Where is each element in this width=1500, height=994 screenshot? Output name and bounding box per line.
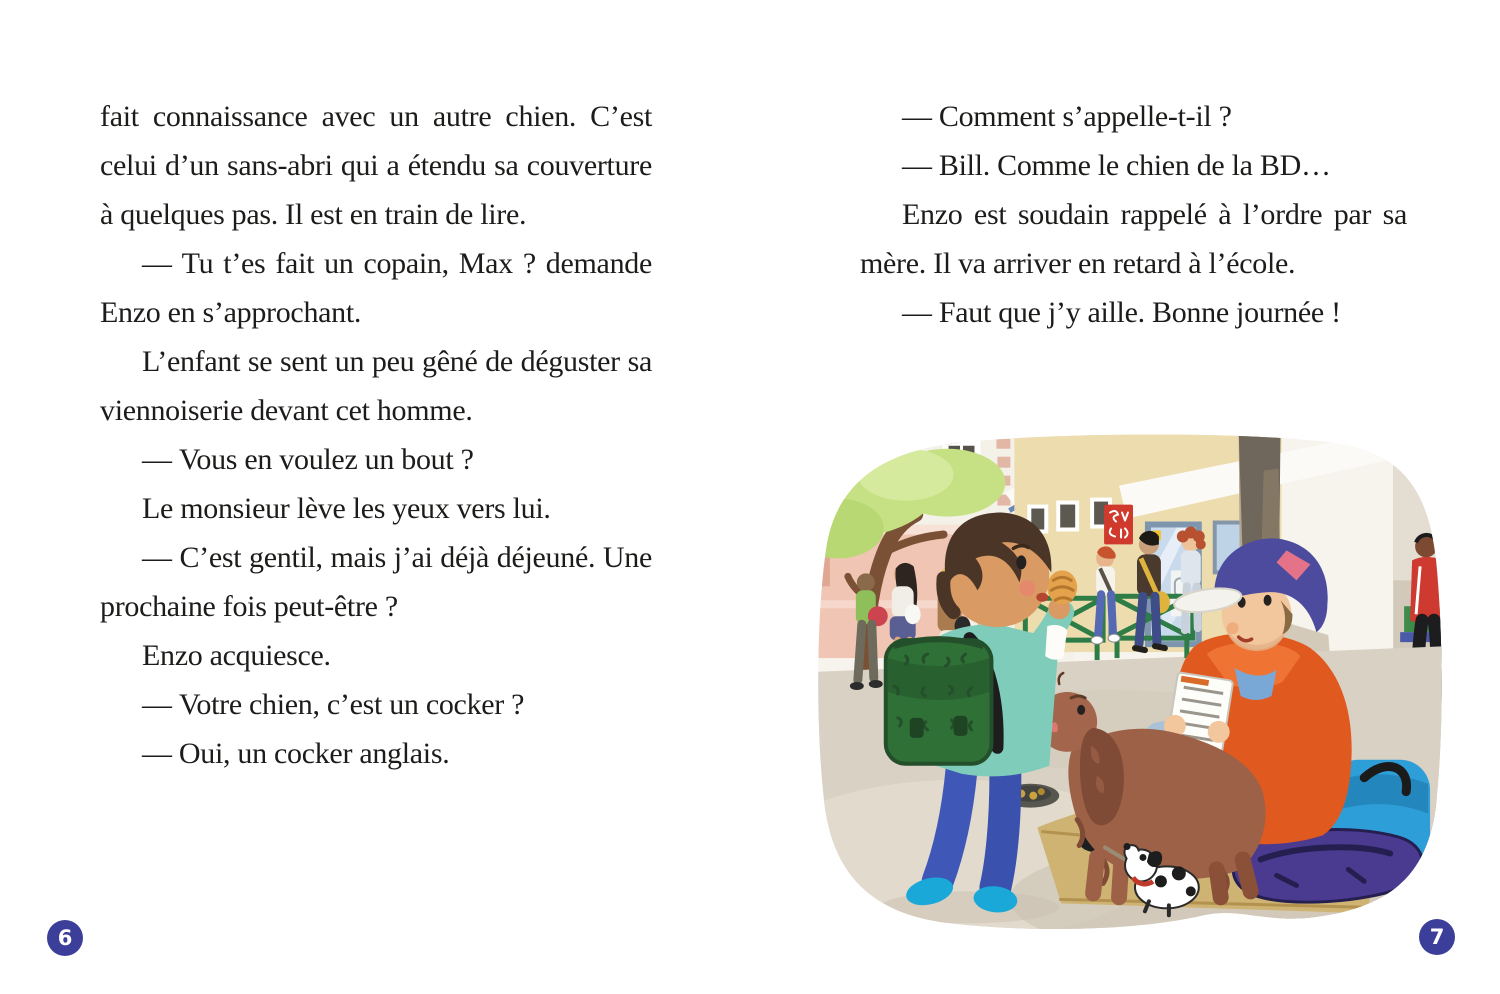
paragraph: Enzo acquiesce. <box>142 639 331 672</box>
paragraph: — Bill. Comme le chien de la BD… <box>902 149 1331 182</box>
left-page-text <box>100 92 652 778</box>
green-schoolbag <box>886 639 992 764</box>
paragraph: — Tu t’es fait un copain, Max ? demande Enzo en s’approchant. <box>100 247 652 329</box>
paragraph: — Faut que j’y aille. Bonne journée ! <box>902 296 1341 329</box>
paragraph: — Votre chien, c’est un cocker ? <box>142 688 525 721</box>
street-scene-svg <box>810 430 1448 938</box>
boy-mouth <box>1036 593 1048 602</box>
right-page-text <box>860 92 1407 337</box>
boy-leg <box>995 774 1005 888</box>
paragraph: — Comment s’appelle-t-il ? <box>902 100 1232 133</box>
paragraph: L’enfant se sent un peu gêné de déguster sa viennoiserie devant cet homme. <box>100 345 652 427</box>
blush <box>1019 580 1035 596</box>
page-number-left: 6 <box>47 920 83 956</box>
paragraph: Enzo est soudain rappelé à l’ordre par sa mère. Il va arriver en retard à l’école. <box>860 198 1407 280</box>
boy-eye <box>1016 555 1026 569</box>
puppy-ear <box>1147 851 1162 867</box>
paragraph: Le monsieur lève les yeux vers lui. <box>142 492 551 525</box>
paragraph: — C’est gentil, mais j’ai déjà déjeuné. Une prochaine fois peut-être ? <box>100 541 652 623</box>
page-number-right: 7 <box>1419 919 1455 955</box>
paragraph: — Oui, un cocker anglais. <box>142 737 450 770</box>
man-hand <box>1208 721 1230 743</box>
shop-sign <box>1104 505 1133 545</box>
paragraph: fait connaissance avec un autre chien. C’est celui d’un sans-abri qui a étendu sa couverture à quelques pas. Il est en train de lire. <box>100 100 652 231</box>
pastry <box>1047 570 1077 604</box>
paragraph: — Vous en voulez un bout ? <box>142 443 474 476</box>
street-scene-illustration <box>810 430 1448 938</box>
